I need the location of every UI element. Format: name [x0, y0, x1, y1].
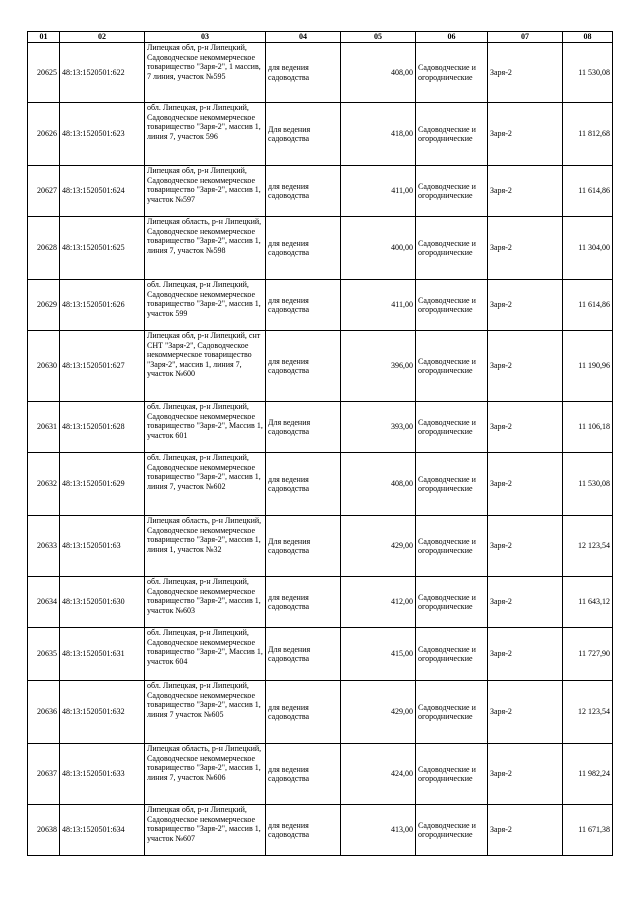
land-use: для ведения садоводства	[266, 43, 341, 103]
address-text: обл. Липецкая, р-н Липецкий, Садоводческое некоммерческое товарищество "Заря-2", Массив 1, участок 604	[147, 628, 263, 666]
association-name: Заря-2	[488, 628, 563, 681]
col-header-02: 02	[60, 32, 145, 43]
cadastral-value: 11 982,24	[563, 744, 613, 805]
cadastral-number: 48:13:1520501:633	[60, 744, 145, 805]
area: 411,00	[341, 280, 416, 331]
land-category: Садоводческие и огороднические	[416, 453, 488, 516]
col-header-07: 07	[488, 32, 563, 43]
land-use: Для ведения садоводства	[266, 103, 341, 166]
land-use: для ведения садоводства	[266, 166, 341, 217]
col-header-01: 01	[28, 32, 60, 43]
cadastral-value: 11 812,68	[563, 103, 613, 166]
association-name: Заря-2	[488, 103, 563, 166]
address-text: Липецкая область, р-н Липецкий, Садоводческое некоммерческое товарищество "Заря-2", массив 1, линия 7, участок №598	[147, 217, 262, 255]
association-name: Заря-2	[488, 43, 563, 103]
address-text: Липецкая обл, р-н Липецкий, снт СНТ "Заря-2", Садоводческое некоммерческое товарищество "Заря-2", массив 1, линия 7, участок №600	[147, 331, 261, 378]
cadastral-number: 48:13:1520501:631	[60, 628, 145, 681]
address-text: обл. Липецкая, р-н Липецкий, Садоводческое некоммерческое товарищество "Заря-2", массив 1, участок №603	[147, 577, 261, 615]
association-name: Заря-2	[488, 166, 563, 217]
table-row	[28, 402, 613, 453]
land-category: Садоводческие и огороднические	[416, 516, 488, 577]
association-name: Заря-2	[488, 744, 563, 805]
address-text: Липецкая обл, р-н Липецкий, Садоводческое некоммерческое товарищество "Заря-2", массив 1, участок №597	[147, 166, 261, 204]
cadastral-value: 11 304,00	[563, 217, 613, 280]
land-use: для ведения садоводства	[266, 805, 341, 856]
address-text: Липецкая обл, р-н Липецкий, Садоводческое некоммерческое товарищество "Заря-2", 1 массив, 7 линия, участок №595	[147, 43, 261, 81]
area: 396,00	[341, 331, 416, 402]
land-use: для ведения садоводства	[266, 577, 341, 628]
cadastral-value: 11 643,12	[563, 577, 613, 628]
address-text: обл. Липецкая, р-н Липецкий, Садоводческое некоммерческое товарищество "Заря-2", массив 1, участок 599	[147, 280, 261, 318]
table-header-row	[28, 32, 613, 43]
table-row	[28, 280, 613, 331]
address	[145, 681, 266, 744]
cadastral-value: 11 190,96	[563, 331, 613, 402]
land-category: Садоводческие и огороднические	[416, 103, 488, 166]
address	[145, 744, 266, 805]
area: 408,00	[341, 453, 416, 516]
land-category: Садоводческие и огороднические	[416, 577, 488, 628]
cadastral-value: 11 530,08	[563, 43, 613, 103]
cadastral-value: 12 123,54	[563, 681, 613, 744]
area: 429,00	[341, 516, 416, 577]
col-header-08: 08	[563, 32, 613, 43]
row-id: 20629	[28, 280, 60, 331]
cadastral-number: 48:13:1520501:632	[60, 681, 145, 744]
address	[145, 280, 266, 331]
cadastral-number: 48:13:1520501:627	[60, 331, 145, 402]
row-id: 20631	[28, 402, 60, 453]
area: 400,00	[341, 217, 416, 280]
cadastral-value: 11 614,86	[563, 280, 613, 331]
land-use: для ведения садоводства	[266, 681, 341, 744]
land-category: Садоводческие и огороднические	[416, 805, 488, 856]
table-row	[28, 744, 613, 805]
row-id: 20626	[28, 103, 60, 166]
land-category: Садоводческие и огороднические	[416, 280, 488, 331]
cadastral-number: 48:13:1520501:622	[60, 43, 145, 103]
cadastral-number: 48:13:1520501:634	[60, 805, 145, 856]
land-use: для ведения садоводства	[266, 331, 341, 402]
association-name: Заря-2	[488, 805, 563, 856]
address	[145, 43, 266, 103]
association-name: Заря-2	[488, 516, 563, 577]
address	[145, 516, 266, 577]
table-row	[28, 103, 613, 166]
area: 393,00	[341, 402, 416, 453]
land-category: Садоводческие и огороднические	[416, 681, 488, 744]
land-category: Садоводческие и огороднические	[416, 402, 488, 453]
cadastral-value: 11 614,86	[563, 166, 613, 217]
cadastral-value: 12 123,54	[563, 516, 613, 577]
address	[145, 402, 266, 453]
land-use: Для ведения садоводства	[266, 402, 341, 453]
address	[145, 577, 266, 628]
area: 424,00	[341, 744, 416, 805]
table-row	[28, 43, 613, 103]
land-use: Для ведения садоводства	[266, 516, 341, 577]
address-text: обл. Липецкая, р-н Липецкий, Садоводческое некоммерческое товарищество "Заря-2", массив 1, линия 7, участок №602	[147, 453, 261, 491]
row-id: 20627	[28, 166, 60, 217]
cadastral-value: 11 106,18	[563, 402, 613, 453]
land-registry-table	[27, 31, 613, 856]
association-name: Заря-2	[488, 280, 563, 331]
address-text: обл. Липецкая, р-н Липецкий, Садоводческое некоммерческое товарищество "Заря-2", Массив 1, участок 601	[147, 402, 263, 440]
row-id: 20634	[28, 577, 60, 628]
cadastral-number: 48:13:1520501:629	[60, 453, 145, 516]
area: 415,00	[341, 628, 416, 681]
cadastral-value: 11 727,90	[563, 628, 613, 681]
area: 412,00	[341, 577, 416, 628]
cadastral-number: 48:13:1520501:623	[60, 103, 145, 166]
address-text: Липецкая область, р-н Липецкий, Садоводческое некоммерческое товарищество "Заря-2", массив 1, линия 1, участок №32	[147, 516, 262, 554]
area: 413,00	[341, 805, 416, 856]
table-row	[28, 516, 613, 577]
table-row	[28, 331, 613, 402]
table-row	[28, 681, 613, 744]
cadastral-number: 48:13:1520501:628	[60, 402, 145, 453]
association-name: Заря-2	[488, 217, 563, 280]
association-name: Заря-2	[488, 577, 563, 628]
address-text: Липецкая область, р-н Липецкий, Садоводческое некоммерческое товарищество "Заря-2", массив 1, линия 7, участок №606	[147, 744, 262, 782]
col-header-06: 06	[416, 32, 488, 43]
col-header-04: 04	[266, 32, 341, 43]
land-category: Садоводческие и огороднические	[416, 331, 488, 402]
table-row	[28, 628, 613, 681]
col-header-03: 03	[145, 32, 266, 43]
area: 418,00	[341, 103, 416, 166]
cadastral-number: 48:13:1520501:625	[60, 217, 145, 280]
cadastral-value: 11 671,38	[563, 805, 613, 856]
land-category: Садоводческие и огороднические	[416, 43, 488, 103]
association-name: Заря-2	[488, 453, 563, 516]
land-category: Садоводческие и огороднические	[416, 217, 488, 280]
association-name: Заря-2	[488, 402, 563, 453]
address	[145, 628, 266, 681]
cadastral-value: 11 530,08	[563, 453, 613, 516]
association-name: Заря-2	[488, 681, 563, 744]
row-id: 20635	[28, 628, 60, 681]
row-id: 20632	[28, 453, 60, 516]
table-row	[28, 217, 613, 280]
area: 429,00	[341, 681, 416, 744]
row-id: 20637	[28, 744, 60, 805]
row-id: 20636	[28, 681, 60, 744]
address-text: обл. Липецкая, р-н Липецкий, Садоводческое некоммерческое товарищество "Заря-2", массив 1, линия 7 участок №605	[147, 681, 261, 719]
association-name: Заря-2	[488, 331, 563, 402]
address	[145, 331, 266, 402]
address-text: обл. Липецкая, р-н Липецкий, Садоводческое некоммерческое товарищество "Заря-2", массив 1, линия 7, участок 596	[147, 103, 261, 141]
area: 411,00	[341, 166, 416, 217]
address	[145, 805, 266, 856]
land-use: для ведения садоводства	[266, 280, 341, 331]
cadastral-number: 48:13:1520501:626	[60, 280, 145, 331]
table-row	[28, 166, 613, 217]
cadastral-number: 48:13:1520501:63	[60, 516, 145, 577]
table-row	[28, 577, 613, 628]
table-row	[28, 805, 613, 856]
row-id: 20630	[28, 331, 60, 402]
row-id: 20628	[28, 217, 60, 280]
table-row	[28, 453, 613, 516]
col-header-05: 05	[341, 32, 416, 43]
land-category: Садоводческие и огороднические	[416, 744, 488, 805]
address	[145, 453, 266, 516]
address-text: Липецкая обл, р-н Липецкий, Садоводческое некоммерческое товарищество "Заря-2", массив 1, участок №607	[147, 805, 261, 843]
cadastral-number: 48:13:1520501:630	[60, 577, 145, 628]
area: 408,00	[341, 43, 416, 103]
land-category: Садоводческие и огороднические	[416, 628, 488, 681]
cadastral-number: 48:13:1520501:624	[60, 166, 145, 217]
land-use: для ведения садоводства	[266, 453, 341, 516]
row-id: 20638	[28, 805, 60, 856]
land-use: Для ведения садоводства	[266, 628, 341, 681]
land-use: для ведения садоводства	[266, 744, 341, 805]
address	[145, 217, 266, 280]
land-use: для ведения садоводства	[266, 217, 341, 280]
row-id: 20633	[28, 516, 60, 577]
address	[145, 166, 266, 217]
address	[145, 103, 266, 166]
row-id: 20625	[28, 43, 60, 103]
land-category: Садоводческие и огороднические	[416, 166, 488, 217]
